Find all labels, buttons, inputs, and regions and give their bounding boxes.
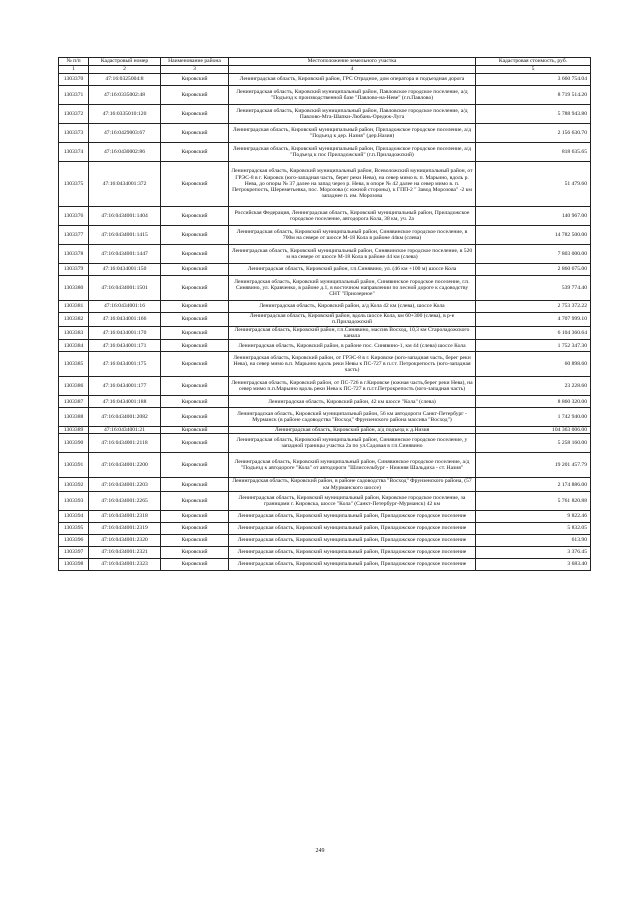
location-text: Ленинградская область, Кировский муниципальный район, Приладожское городское поселение, а/д "Подъезд к пос Приладожский" (г.п.Приладожский) — [229, 143, 476, 162]
district-name: Кировский — [161, 264, 229, 276]
row-number: 1303389 — [59, 427, 89, 434]
cadastral-value: 4 707 999.10 — [476, 313, 591, 327]
district-name: Кировский — [161, 326, 229, 340]
cadastral-value: 2 174 886.00 — [476, 478, 591, 492]
cadastral-number: 47:16:0434001:2319 — [89, 523, 161, 535]
table-row — [59, 377, 591, 396]
table-row — [59, 226, 591, 245]
column-index-2: 2 — [89, 66, 161, 74]
column-number-row — [59, 66, 591, 74]
column-index-1: 1 — [59, 66, 89, 74]
cadastral-value: 3 376.45 — [476, 547, 591, 559]
row-number: 1303391 — [59, 453, 89, 478]
row-number: 1303398 — [59, 559, 89, 571]
table-row — [59, 86, 591, 105]
district-name: Кировский — [161, 105, 229, 124]
location-text: Ленинградская область, Кировский муниципальный район, Приладожское городское поселение — [229, 547, 476, 559]
table-row — [59, 301, 591, 313]
row-number: 1303388 — [59, 408, 89, 427]
table-row — [59, 340, 591, 352]
cadastral-number: 47:16:0434001:171 — [89, 340, 161, 352]
row-number: 1303397 — [59, 547, 89, 559]
row-number: 1303370 — [59, 74, 89, 86]
column-index-5: 5 — [476, 66, 591, 74]
location-text: Ленинградская область, Кировский район, в районе пос. Синявино-1, км 44 (слева) шоссе Кола — [229, 340, 476, 352]
row-number: 1303393 — [59, 492, 89, 511]
cadastral-value: 23 228.60 — [476, 377, 591, 396]
cadastral-number: 47:16:0434001:2118 — [89, 434, 161, 453]
district-name: Кировский — [161, 226, 229, 245]
table-row — [59, 245, 591, 264]
district-name: Кировский — [161, 86, 229, 105]
cadastral-value: 2 156 630.70 — [476, 124, 591, 143]
location-text: Ленинградская область, Кировский муниципальный район, Синявинское городское поселение, у западной границы участка 2а по ул.Садовая в г.п.Синявино — [229, 434, 476, 453]
column-index-3: 3 — [161, 66, 229, 74]
row-number: 1303377 — [59, 226, 89, 245]
district-name: Кировский — [161, 340, 229, 352]
cadastral-value: 818 635.65 — [476, 143, 591, 162]
cadastral-number: 47:16:0434001:1404 — [89, 207, 161, 226]
cadastral-value: 6 104 360.64 — [476, 326, 591, 340]
cadastral-number: 47:16:0429003:67 — [89, 124, 161, 143]
row-number: 1303380 — [59, 276, 89, 301]
table-row — [59, 396, 591, 408]
table-row — [59, 427, 591, 434]
table-row — [59, 535, 591, 547]
cadastral-number: 47:16:0434001:2323 — [89, 559, 161, 571]
cadastral-number: 47:16:0434001:1415 — [89, 226, 161, 245]
cadastral-number: 47:16:0335010:120 — [89, 105, 161, 124]
location-text: Ленинградская область, Кировский район, а/д подъезд к д.Низия — [229, 427, 476, 434]
row-number: 1303386 — [59, 377, 89, 396]
location-text: Ленинградская область, Кировский муниципальный район, Синявинское городское поселение, а/д "Подъезд к автодороге "Кола" от автодороги "Шлиссельбург - Нижняя Шальдиха - ст. Назия" — [229, 453, 476, 478]
location-text: Ленинградская область, Кировский муниципальный район, Синявинское городское поселение, г.п. Синявино, ул. Кравченко, в районе д.1, в восточном направлении по лесной дороге к садоводству СНТ "Приозерное" — [229, 276, 476, 301]
cadastral-value: 5 832.05 — [476, 523, 591, 535]
row-number: 1303381 — [59, 301, 89, 313]
location-text: Ленинградская область, Кировский муниципальный район, Павловское городское поселение, а/д "Подъезд к производственной базе "Павлово-на-Неве" (г.п.Павлово) — [229, 86, 476, 105]
cadastral-value: 19 201 457.79 — [476, 453, 591, 478]
cadastral-number: 47:16:0434001:2321 — [89, 547, 161, 559]
district-name: Кировский — [161, 162, 229, 207]
row-number: 1303382 — [59, 313, 89, 327]
district-name: Кировский — [161, 492, 229, 511]
cadastral-number: 47:16:0434001:2200 — [89, 453, 161, 478]
location-text: Ленинградская область, Кировский район, ГРС Отрадное, дом оператора и подъездная дорога — [229, 74, 476, 86]
row-number: 1303390 — [59, 434, 89, 453]
district-name: Кировский — [161, 352, 229, 377]
district-name: Кировский — [161, 313, 229, 327]
cadastral-value-table — [58, 57, 591, 571]
cadastral-value: 1 752 347.30 — [476, 340, 591, 352]
page-number: 249 — [315, 848, 325, 854]
location-text: Ленинградская область, Кировский район, от ПС-726 в г.Кировске (южная часть,берег реки Нева), на север мимо п.п.Марьино вдоль реки Нева к ПС-727 в п.г.т.Петрокрепость (юго-западная часть) — [229, 377, 476, 396]
column-index-4: 4 — [229, 66, 476, 74]
column-header-cadastral-number: Кадастровый номер — [89, 58, 161, 66]
table-row — [59, 74, 591, 86]
location-text: Ленинградская область, Кировский муниципальный район, Приладожское городское поселение — [229, 511, 476, 523]
cadastral-number: 47:16:0434001:1501 — [89, 276, 161, 301]
district-name: Кировский — [161, 377, 229, 396]
row-number: 1303371 — [59, 86, 89, 105]
cadastral-number: 47:16:0325004:8 — [89, 74, 161, 86]
table-row — [59, 143, 591, 162]
row-number: 1303375 — [59, 162, 89, 207]
location-text: Российская Федерация, Ленинградская область, Кировский муниципальный район, Приладожское городское поселение, автодорога Кола, 38 км, уч. 2а — [229, 207, 476, 226]
district-name: Кировский — [161, 143, 229, 162]
district-name: Кировский — [161, 511, 229, 523]
row-number: 1303394 — [59, 511, 89, 523]
row-number: 1303378 — [59, 245, 89, 264]
cadastral-number: 47:16:0434001:177 — [89, 377, 161, 396]
cadastral-value: 5 788 943.80 — [476, 105, 591, 124]
district-name: Кировский — [161, 559, 229, 571]
table-row — [59, 408, 591, 427]
cadastral-value: 60 898.60 — [476, 352, 591, 377]
row-number: 1303385 — [59, 352, 89, 377]
row-number: 1303373 — [59, 124, 89, 143]
cadastral-value: 1 742 940.00 — [476, 408, 591, 427]
table-row — [59, 453, 591, 478]
cadastral-table-sheet — [58, 57, 590, 571]
cadastral-number: 47:16:0434001:2318 — [89, 511, 161, 523]
cadastral-value: 8 860 320.00 — [476, 396, 591, 408]
cadastral-number: 47:16:0434001:16 — [89, 301, 161, 313]
table-row — [59, 264, 591, 276]
row-number: 1303384 — [59, 340, 89, 352]
location-text: Ленинградская область, Кировский район, а/д Кола 42 км (слева), шоссе Кола — [229, 301, 476, 313]
table-row — [59, 276, 591, 301]
cadastral-value: 3 683.40 — [476, 559, 591, 571]
district-name: Кировский — [161, 124, 229, 143]
row-number: 1303374 — [59, 143, 89, 162]
district-name: Кировский — [161, 427, 229, 434]
cadastral-number: 47:16:0434001:175 — [89, 352, 161, 377]
table-body — [59, 74, 591, 571]
cadastral-number: 47:16:0434001:2265 — [89, 492, 161, 511]
cadastral-number: 47:16:0434001:372 — [89, 162, 161, 207]
row-number: 1303383 — [59, 326, 89, 340]
row-number: 1303396 — [59, 535, 89, 547]
column-header-location: Местоположение земельного участка — [229, 58, 476, 66]
location-text: Ленинградская область, Кировский район, от ГРЭС-8 в г. Кировске (юго-западная часть, берег реки Нева), на север мимо в.п. Марьино вдоль реки Невы к ПС-727 в п.г.т. Петрокрепость (юго-западная часть) — [229, 352, 476, 377]
cadastral-value: 51 479.60 — [476, 162, 591, 207]
location-text: Ленинградская область, Кировский муниципальный район, Синявинское городское поселение, в 520 м на севере от шоссе М-18 Кола в районе 44 км (слева) — [229, 245, 476, 264]
cadastral-number: 47:16:0434001:21 — [89, 427, 161, 434]
location-text: Ленинградская область, Кировский муниципальный район, Приладожское городское поселение, а/д "Подъезд к дер. Назия" (дер.Назия) — [229, 124, 476, 143]
table-row — [59, 559, 591, 571]
cadastral-value: 5 761 820.88 — [476, 492, 591, 511]
table-row — [59, 523, 591, 535]
table-row — [59, 207, 591, 226]
cadastral-number: 47:16:0434001:2082 — [89, 408, 161, 427]
row-number: 1303392 — [59, 478, 89, 492]
location-text: Ленинградская область, Кировский район, вдоль шоссе Кола, км 60+300 (слева), в р-е п.Приладожский — [229, 313, 476, 327]
district-name: Кировский — [161, 207, 229, 226]
location-text: Ленинградская область, Кировский муниципальный район, Приладожское городское поселение — [229, 535, 476, 547]
district-name: Кировский — [161, 434, 229, 453]
district-name: Кировский — [161, 535, 229, 547]
cadastral-number: 47:16:0434001:2203 — [89, 478, 161, 492]
district-name: Кировский — [161, 408, 229, 427]
cadastral-number: 47:16:0434001:1447 — [89, 245, 161, 264]
cadastral-number: 47:16:0335002:48 — [89, 86, 161, 105]
row-number: 1303395 — [59, 523, 89, 535]
column-header-district: Наименование района — [161, 58, 229, 66]
location-text: Ленинградская область, Кировский район, 42 км шоссе "Кола" (слева) — [229, 396, 476, 408]
district-name: Кировский — [161, 74, 229, 86]
row-number: 1303376 — [59, 207, 89, 226]
location-text: Ленинградская область, Кировский муниципальный район, Всеволожский муниципальный район, от ГРЭС-8 в г. Кировск (юго-западная часть, берег реки Нева), на север мимо в. п. Марьино, вдоль р. Нева, до опоры № 37 далее на запад через р. Нева, в опоре № 42 далее на север мимо в. п. Петрокрепость, Шереметьевка, пос. Морозова (с южной стороны), к ГПП-2 " Завод Морозова" -2 км западнее п. им. Морозова — [229, 162, 476, 207]
table-row — [59, 162, 591, 207]
cadastral-number: 47:16:0434001:188 — [89, 396, 161, 408]
cadastral-value: 3 660 754.04 — [476, 74, 591, 86]
table-row — [59, 434, 591, 453]
cadastral-value: 104 363 006.00 — [476, 427, 591, 434]
location-text: Ленинградская область, Кировский муниципальный район, Приладожское городское поселение — [229, 559, 476, 571]
table-row — [59, 313, 591, 327]
cadastral-number: 47:16:0434001:166 — [89, 313, 161, 327]
column-header-number: № п/п — [59, 58, 89, 66]
table-row — [59, 352, 591, 377]
district-name: Кировский — [161, 478, 229, 492]
cadastral-value: 8 719 514.20 — [476, 86, 591, 105]
location-text: Ленинградская область, Кировский муниципальный район, Кировское городское поселение, за границами г. Кировска, шоссе "Кола" (Санкт-Петербург-Мурманск) 42 км — [229, 492, 476, 511]
row-number: 1303372 — [59, 105, 89, 124]
location-text: Ленинградская область, Кировский район, г.п.Синявино, массив Восход, 10,3 км Староладожского канала — [229, 326, 476, 340]
table-row — [59, 478, 591, 492]
cadastral-value: 539 774.40 — [476, 276, 591, 301]
table-row — [59, 124, 591, 143]
cadastral-value: 2 860 675.00 — [476, 264, 591, 276]
cadastral-number: 47:16:0434001:170 — [89, 326, 161, 340]
table-row — [59, 326, 591, 340]
row-number: 1303379 — [59, 264, 89, 276]
cadastral-number: 47:16:0434001:2320 — [89, 535, 161, 547]
cadastral-value: 9 822.46 — [476, 511, 591, 523]
location-text: Ленинградская область, Кировский муниципальный район, 56 км автодороги Санкт-Петербург - Мурманск (в районе садоводства "Восход" Фрунзенского района массива "Восход") — [229, 408, 476, 427]
district-name: Кировский — [161, 396, 229, 408]
district-name: Кировский — [161, 276, 229, 301]
column-header-cadastral-value: Кадастровая стоимость, руб. — [476, 58, 591, 66]
district-name: Кировский — [161, 301, 229, 313]
location-text: Ленинградская область, Кировский муниципальный район, Приладожское городское поселение — [229, 523, 476, 535]
district-name: Кировский — [161, 523, 229, 535]
location-text: Ленинградская область, Кировский муниципальный район, Синявинское городское поселение, в 700м на севере от шоссе М-18 Кола в районе 44км (слева) — [229, 226, 476, 245]
table-header-row — [59, 58, 591, 66]
cadastral-value: 5 258 160.00 — [476, 434, 591, 453]
row-number: 1303387 — [59, 396, 89, 408]
district-name: Кировский — [161, 453, 229, 478]
table-row — [59, 492, 591, 511]
location-text: Ленинградская область, Кировский муниципальный район, Павловское городское поселение, а/д Павлово-Мга-Шапки-Любань-Оредеж-Луга — [229, 105, 476, 124]
district-name: Кировский — [161, 245, 229, 264]
cadastral-value: 14 782 500.00 — [476, 226, 591, 245]
location-text: Ленинградская область, Кировский район, г.п.Синявино, ул. (46 км +100 м) шоссе Кола — [229, 264, 476, 276]
cadastral-value: 140 967.00 — [476, 207, 591, 226]
cadastral-value: 2 753 372.22 — [476, 301, 591, 313]
district-name: Кировский — [161, 547, 229, 559]
table-row — [59, 105, 591, 124]
location-text: Ленинградская область, Кировский район, в районе садоводства "Восход" Фрунзенского района, (57 км Мурманского шоссе) — [229, 478, 476, 492]
cadastral-value: 613.90 — [476, 535, 591, 547]
table-row — [59, 547, 591, 559]
cadastral-number: 47:16:0430002:86 — [89, 143, 161, 162]
table-row — [59, 511, 591, 523]
cadastral-value: 7 803 000.00 — [476, 245, 591, 264]
cadastral-number: 47:16:0434001:150 — [89, 264, 161, 276]
